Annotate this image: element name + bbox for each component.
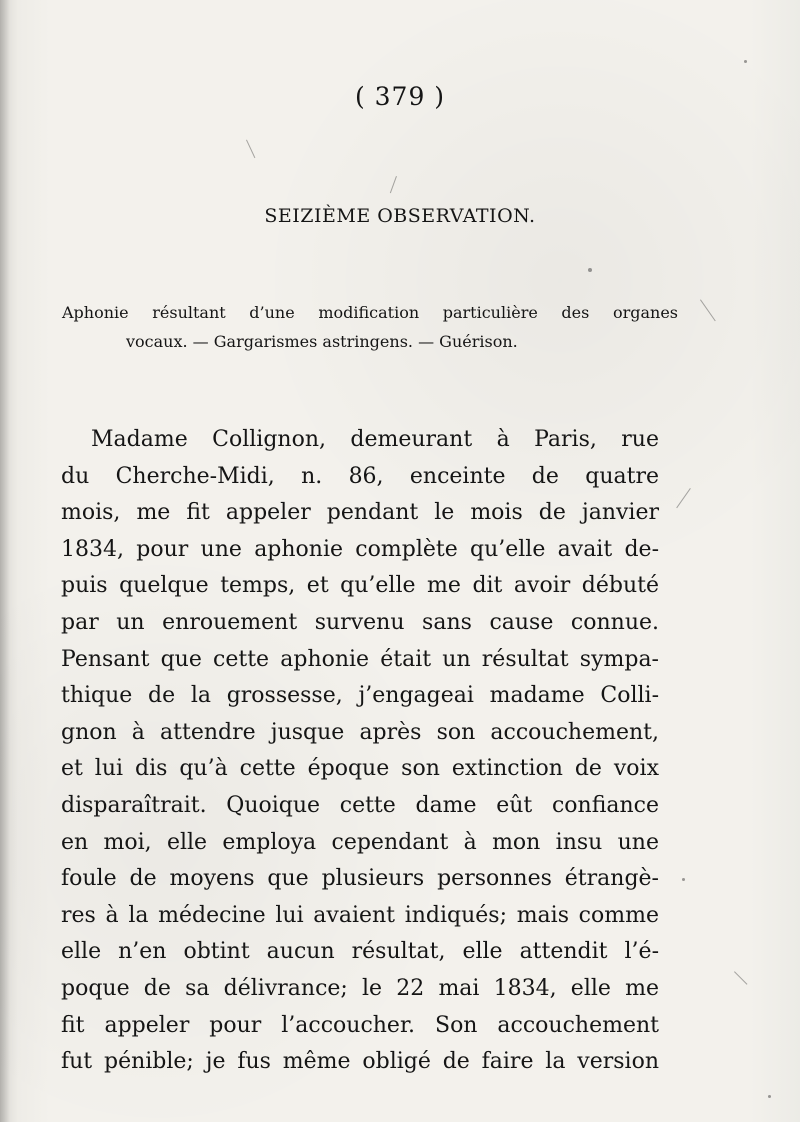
paper-scratch — [700, 299, 716, 321]
body-line: et lui dis qu’à cette époque son extinction de voix — [61, 756, 659, 782]
body-line: res à la médecine lui avaient indiqués; mais comme — [61, 902, 659, 928]
body-line: gnon à attendre jusque après son accouchement, — [61, 719, 659, 745]
page-gutter-shadow — [0, 0, 10, 1122]
paper-speck — [588, 268, 592, 272]
observation-summary — [62, 298, 678, 356]
body-line: Madame Collignon, demeurant à Paris, rue — [91, 427, 659, 452]
paper-scratch — [676, 488, 691, 508]
paper-scratch — [390, 176, 397, 193]
body-line: 1834, pour une aphonie complète qu’elle avait de- — [61, 536, 659, 562]
summary-line: vocaux. — Gargarismes astringens. — Guérison. — [126, 332, 518, 351]
body-line: elle n’en obtint aucun résultat, elle attendit l’é- — [61, 939, 659, 965]
body-line: fut pénible; je fus même obligé de faire la version — [61, 1049, 659, 1075]
observation-title: SEIZIÈME OBSERVATION. — [264, 205, 536, 227]
observation-body — [61, 422, 659, 1081]
summary-line: Aphonie résultant d’une modification particulière des organes — [62, 303, 678, 322]
body-line: disparaîtrait. Quoique cette dame eût confiance — [61, 792, 659, 818]
paper-speck — [768, 1095, 771, 1098]
body-line: puis quelque temps, et qu’elle me dit avoir débuté — [61, 573, 659, 599]
body-line: mois, me fit appeler pendant le mois de janvier — [61, 500, 659, 526]
body-line: fit appeler pour l’accoucher. Son accouchement — [61, 1012, 659, 1038]
paper-scratch — [734, 971, 747, 984]
body-line: thique de la grossesse, j’engageai madame Colli- — [61, 683, 659, 709]
page-number: ( 379 ) — [354, 82, 446, 111]
body-line: foule de moyens que plusieurs personnes étrangè- — [61, 866, 659, 892]
paper-scratch — [246, 140, 255, 159]
body-line: par un enrouement survenu sans cause connue. — [61, 609, 659, 635]
body-line: en moi, elle employa cependant à mon insu une — [61, 829, 659, 855]
body-line: du Cherche-Midi, n. 86, enceinte de quatre — [61, 463, 659, 489]
body-line: poque de sa délivrance; le 22 mai 1834, elle me — [61, 975, 659, 1001]
body-line: Pensant que cette aphonie était un résultat sympa- — [61, 646, 659, 672]
paper-speck — [744, 60, 747, 63]
paper-speck — [682, 878, 685, 881]
